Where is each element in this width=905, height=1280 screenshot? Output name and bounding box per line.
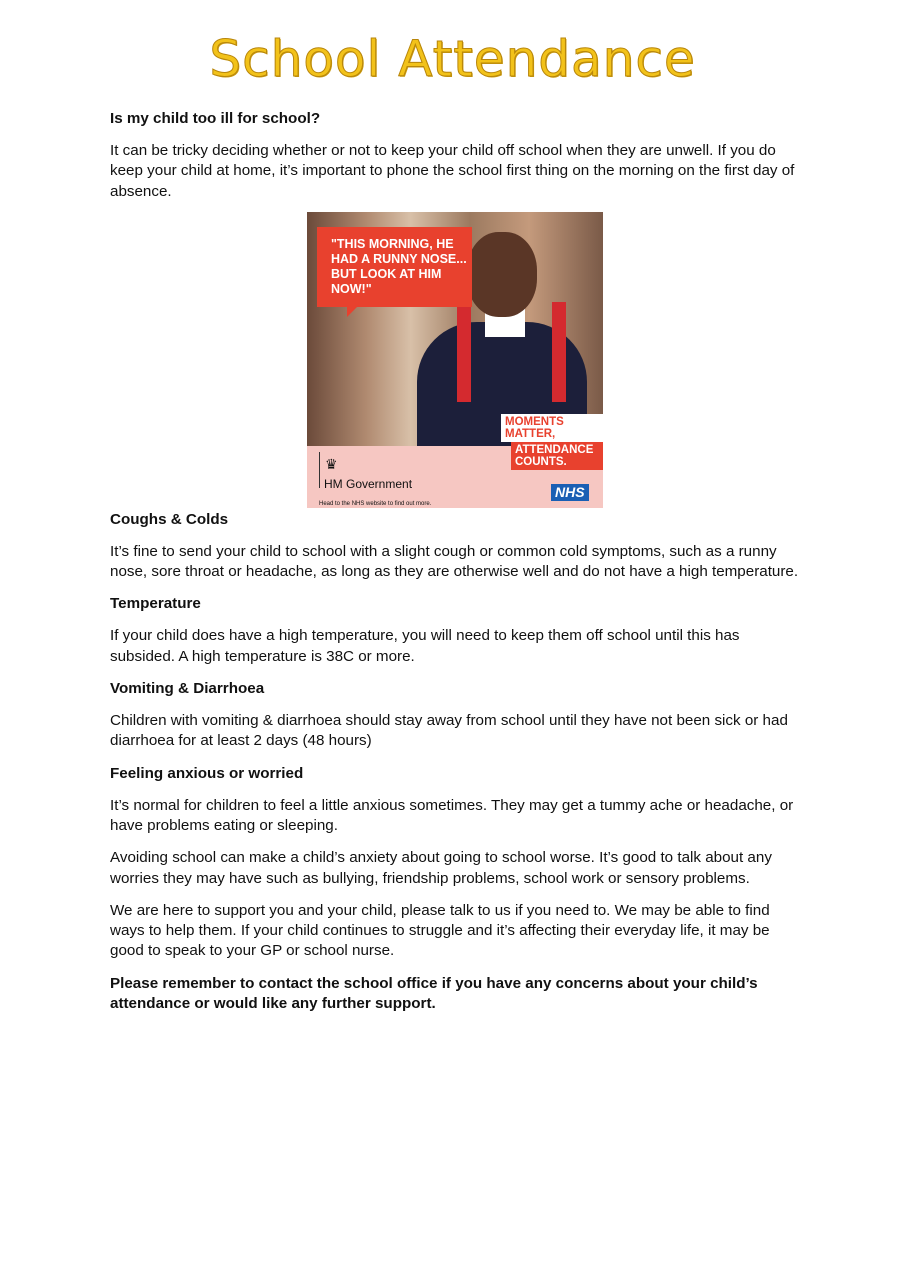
document-body bbox=[110, 109, 800, 1026]
paragraph: It’s normal for children to feel a little anxious sometimes. They may get a tummy ache or headache, or have problems eating or sleeping. bbox=[110, 796, 794, 834]
royal-crest-icon: ♛ bbox=[325, 455, 338, 472]
paragraph: Children with vomiting & diarrhoea should stay away from school until they have not been sick or had diarrhoea for at least 2 days (48 hours) bbox=[110, 712, 788, 750]
paragraph: It’s fine to send your child to school with a slight cough or common cold symptoms, such as a runny nose, sore throat or headache, as long as they are otherwise well and do not have a high temperature. bbox=[110, 542, 799, 581]
paragraph: Avoiding school can make a child’s anxiety about going to school worse. It’s good to talk about any worries they may have such as bullying, friendship problems, school work or sensory problems. bbox=[110, 849, 772, 887]
section-heading: Coughs & Colds bbox=[110, 510, 229, 528]
poster-quote: "THIS MORNING, HE HAD A RUNNY NOSE... BUT LOOK AT HIM NOW!" bbox=[317, 227, 472, 307]
section-heading: Temperature bbox=[110, 595, 201, 613]
page-title: School Attendance bbox=[209, 30, 696, 88]
section-heading: Feeling anxious or worried bbox=[110, 764, 304, 782]
poster-slogan-2: ATTENDANCE COUNTS. bbox=[511, 442, 603, 470]
poster-footer: Head to the NHS website to find out more. bbox=[319, 500, 432, 507]
nhs-logo: NHS bbox=[551, 484, 589, 501]
poster-org: HM Government bbox=[324, 476, 413, 491]
paragraph: We are here to support you and your child, please talk to us if you need to. We may be able to find ways to help them. If your child continues to struggle and it’s affecting their everyday life, it may be good to speak to your GP or school nurse. bbox=[110, 901, 770, 960]
poster-slogan-1: MOMENTS MATTER, bbox=[501, 414, 603, 442]
closing-note: Please remember to contact the school office if you have any concerns about your child’s attendance or would like any further support. bbox=[110, 974, 758, 1013]
paragraph: It can be tricky deciding whether or not to keep your child off school when they are unwell. If you do keep your child at home, it’s important to phone the school first thing on the morning on the first day of absence. bbox=[110, 142, 795, 200]
section-heading: Vomiting & Diarrhoea bbox=[110, 680, 265, 698]
attendance-poster-image bbox=[307, 212, 603, 508]
paragraph: If your child does have a high temperature, you will need to keep them off school until this has subsided. A high temperature is 38C or more. bbox=[110, 627, 740, 665]
section-heading: Is my child too ill for school? bbox=[110, 110, 321, 127]
